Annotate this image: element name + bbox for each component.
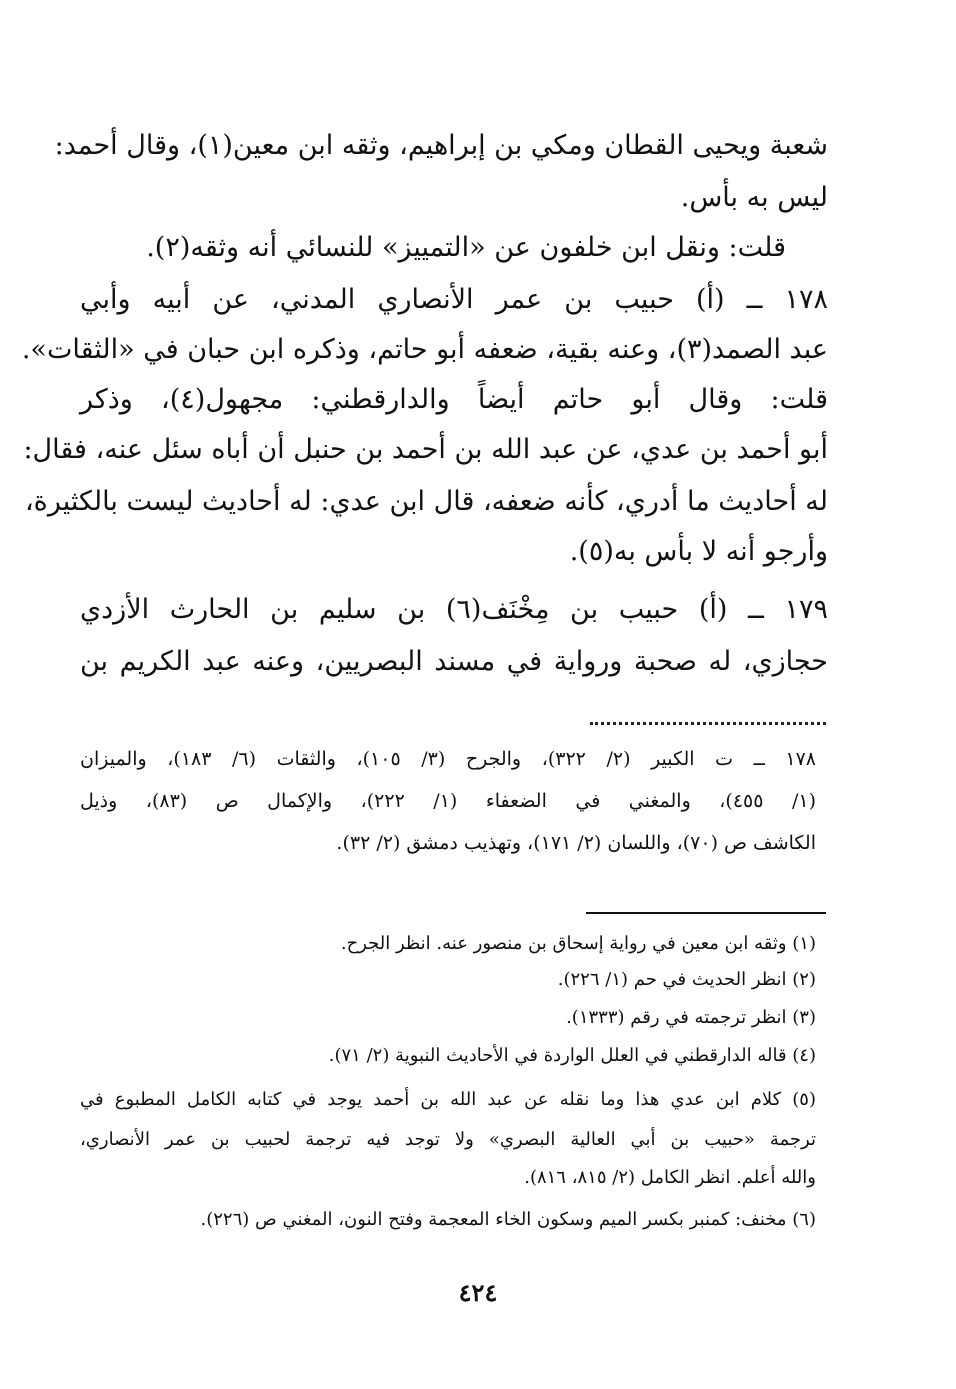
main-text-line: قلت: ونقل ابن خلفون عن «التمييز» للنسائي أنه وثقه(٢).: [146, 232, 786, 263]
footnote: (٢) انظر الحديث في حم (١/ ٢٢٦).: [557, 969, 816, 990]
entry-178-heading: ١٧٨ ــ (أ) حبيب بن عمر الأنصاري المدني، عن أبيه وأبي: [80, 284, 828, 315]
footnote: (٤) قاله الدارقطني في العلل الواردة في الأحاديث النبوية (٢/ ٧١).: [328, 1045, 816, 1066]
source-note-line: الكاشف ص (٧٠)، واللسان (٢/ ١٧١)، وتهذيب دمشق (٢/ ٣٢).: [336, 832, 816, 854]
source-note-line: (١/ ٤٥٥)، والمغني في الضعفاء (١/ ٢٢٢)، والإكمال ص (٨٣)، وذيل: [80, 790, 816, 812]
source-note-line: ١٧٨ ــ ت الكبير (٢/ ٣٢٢)، والجرح (٣/ ١٠٥)، والثقات (٦/ ١٨٣)، والميزان: [80, 748, 816, 770]
footnote: (١) وثقه ابن معين في رواية إسحاق بن منصور عنه. انظر الجرح.: [340, 933, 816, 954]
footnote: (٦) مخنف: كمنبر بكسر الميم وسكون الخاء المعجمة وفتح النون، المغني ص (٢٢٦).: [200, 1209, 816, 1230]
footnote-rule: [586, 912, 826, 914]
footnote: (٥) كلام ابن عدي هذا وما نقله عن عبد الله بن أحمد يوجد في كتابه الكامل المطبوع في: [80, 1089, 816, 1110]
main-text-line: له أحاديث ما أدري، كأنه ضعفه، قال ابن عدي: له أحاديث ليست بالكثيرة،: [24, 486, 828, 517]
main-text-line: وأرجو أنه لا بأس به(٥).: [569, 536, 828, 567]
main-text-line: ليس به بأس.: [680, 182, 828, 213]
main-text-line: عبد الصمد(٣)، وعنه بقية، ضعفه أبو حاتم، وذكره ابن حبان في «الثقات».: [21, 334, 828, 365]
main-text-line: حجازي، له صحبة ورواية في مسند البصريين، وعنه عبد الكريم بن: [80, 646, 829, 677]
footnote: (٣) انظر ترجمته في رقم (١٣٣٣).: [566, 1007, 816, 1028]
dotted-separator: [590, 722, 826, 725]
main-text-line: قلت: وقال أبو حاتم أيضاً والدارقطني: مجهول(٤)، وذكر: [80, 384, 828, 415]
entry-179-heading: ١٧٩ ــ (أ) حبيب بن مِخْنَف(٦) بن سليم بن الحارث الأزدي: [80, 594, 828, 625]
main-text-line: أبو أحمد بن عدي، عن عبد الله بن أحمد بن حنبل أن أباه سئل عنه، فقال:: [23, 434, 828, 465]
main-text-line: شعبة ويحيى القطان ومكي بن إبراهيم، وثقه ابن معين(١)، وقال أحمد:: [54, 130, 828, 161]
footnote-continuation: والله أعلم. انظر الكامل (٢/ ٨١٥، ٨١٦).: [524, 1167, 816, 1188]
page-number: ٤٢٤: [458, 1278, 498, 1307]
footnote-continuation: ترجمة «حبيب بن أبي العالية البصري» ولا توجد فيه ترجمة لحبيب بن عمر الأنصاري،: [80, 1129, 816, 1150]
